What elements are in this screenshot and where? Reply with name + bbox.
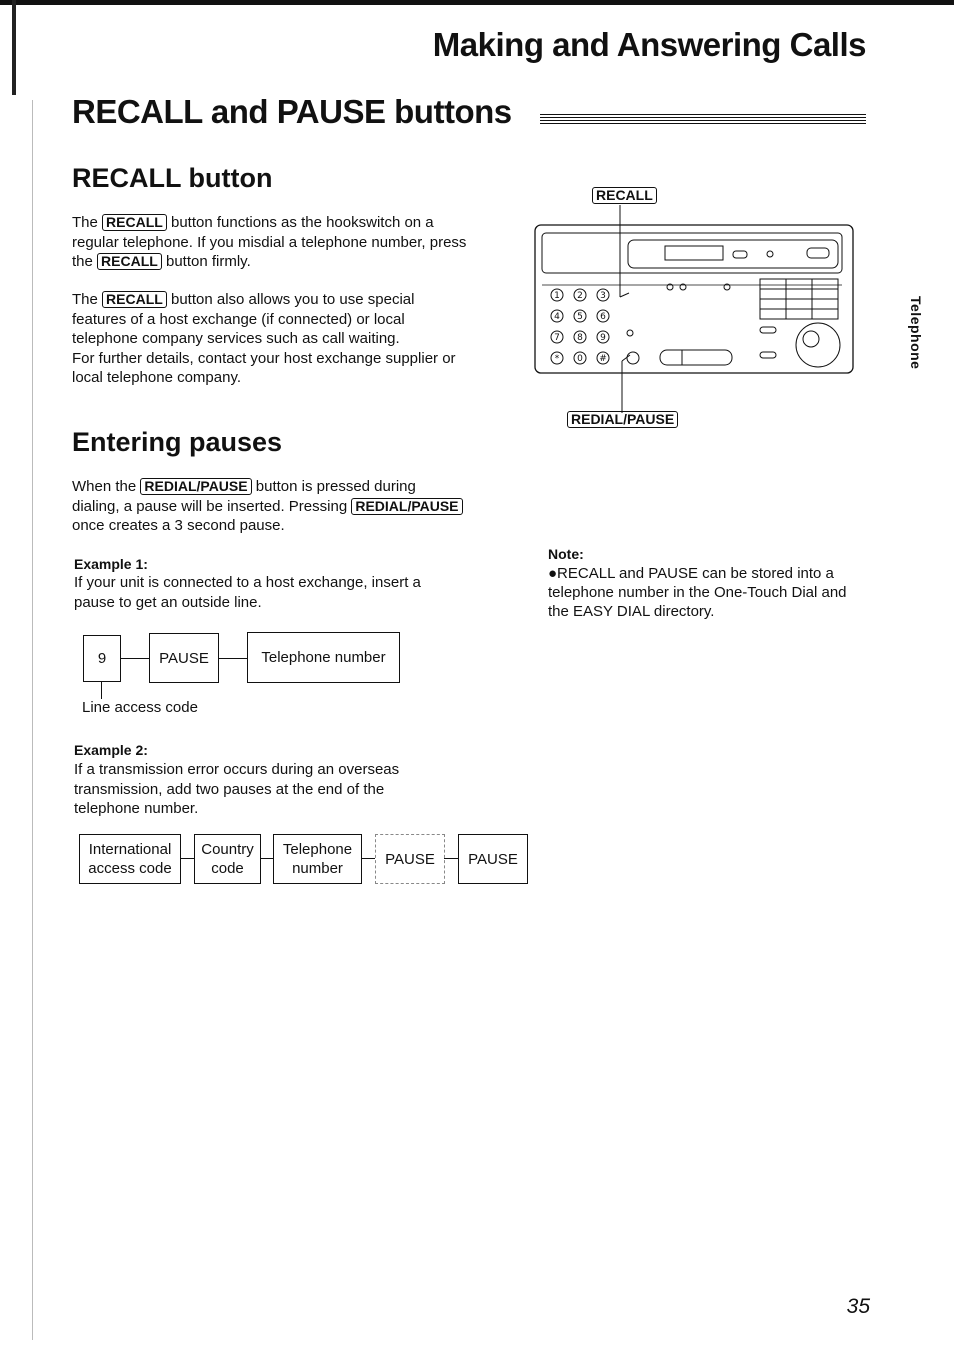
example-1-label: Example 1:	[74, 556, 148, 572]
note-text: ●RECALL and PAUSE can be stored into a telephone number in the One-Touch Dial and the EASY DIAL directory.	[548, 565, 847, 620]
recall-paragraph-1	[72, 213, 472, 272]
keypad-label: 1	[554, 291, 560, 301]
note-label: Note:	[548, 546, 584, 562]
text: The	[72, 214, 98, 231]
connector	[120, 658, 149, 659]
redial-pause-key: REDIAL/PAUSE	[351, 498, 462, 515]
example-2-text: If a transmission error occurs during an overseas transmission, add two pauses at the end of the telephone number.	[74, 761, 400, 817]
pauses-paragraph	[72, 477, 464, 536]
fax-machine-figure	[530, 185, 860, 435]
connector	[180, 858, 194, 859]
keypad-label: 9	[600, 333, 606, 343]
binding-edge	[12, 0, 16, 95]
text: The	[72, 291, 98, 308]
recall-paragraph-2	[72, 290, 472, 388]
pauses-heading: Entering pauses	[72, 427, 283, 457]
text: Country	[201, 841, 254, 858]
text: number	[292, 860, 343, 877]
example-1-text: If your unit is connected to a host exchange, insert a pause to get an outside line.	[74, 574, 421, 611]
pause-box	[375, 834, 445, 884]
keypad-label: 7	[554, 333, 560, 343]
connector	[260, 858, 273, 859]
text: For further details, contact your host exchange supplier or local telephone company.	[72, 349, 456, 386]
recall-heading: RECALL button	[72, 163, 273, 193]
text: PAUSE	[468, 850, 518, 868]
text: button firmly.	[165, 253, 251, 270]
recall-key: RECALL	[97, 253, 162, 270]
recall-key: RECALL	[102, 214, 167, 231]
recall-key-label: RECALL	[592, 187, 657, 204]
keypad-label: 4	[554, 312, 560, 322]
text: button is pressed during dialing, a pause will be inserted. Pressing	[72, 478, 416, 515]
keypad-label: *	[554, 354, 560, 364]
page-number: 35	[846, 1295, 870, 1318]
keypad-label: 5	[577, 312, 583, 322]
connector	[218, 658, 247, 659]
connector	[361, 858, 375, 859]
section-title: RECALL and PAUSE buttons	[72, 93, 512, 130]
text: button also allows you to use special features of a host exchange (if connected) or local telephone company services such as call waiting.	[72, 291, 415, 347]
keypad-label: #	[599, 354, 607, 364]
redial-pause-key-label: REDIAL/PAUSE	[567, 411, 678, 428]
text: access code	[88, 860, 172, 877]
telephone-number-box	[273, 834, 362, 884]
section-side-tab: Telephone	[908, 296, 924, 370]
page-edge-line	[32, 100, 33, 1340]
text: code	[211, 860, 244, 877]
text: International	[88, 841, 172, 858]
title-rule	[540, 114, 866, 124]
keypad-label: 2	[577, 291, 583, 301]
fax-machine-drawing	[530, 185, 860, 435]
pause-box	[458, 834, 528, 884]
keypad-label: 8	[577, 333, 583, 343]
recall-key: RECALL	[102, 291, 167, 308]
chapter-title: Making and Answering Calls	[432, 26, 866, 63]
keypad-label: 3	[600, 291, 606, 301]
text: button functions as the hookswitch on a regular telephone. If you misdial a telephone number, press the	[72, 214, 467, 270]
text: When the	[72, 478, 137, 495]
international-access-code-box	[79, 834, 181, 884]
keypad-label: 6	[600, 312, 606, 322]
line-access-code-box: 9	[83, 635, 121, 682]
example-2-label: Example 2:	[74, 742, 148, 758]
telephone-number-box: Telephone number	[247, 632, 400, 683]
connector	[444, 858, 458, 859]
redial-pause-key: REDIAL/PAUSE	[140, 478, 251, 495]
text: Telephone	[282, 841, 353, 858]
pause-box: PAUSE	[149, 633, 219, 683]
text: PAUSE	[385, 850, 435, 868]
text: once creates a 3 second pause.	[72, 517, 285, 534]
country-code-box	[194, 834, 261, 884]
leader-line	[101, 681, 102, 699]
keypad-label: 0	[577, 354, 583, 364]
line-access-code-caption: Line access code	[82, 699, 198, 716]
top-rule	[0, 0, 954, 5]
